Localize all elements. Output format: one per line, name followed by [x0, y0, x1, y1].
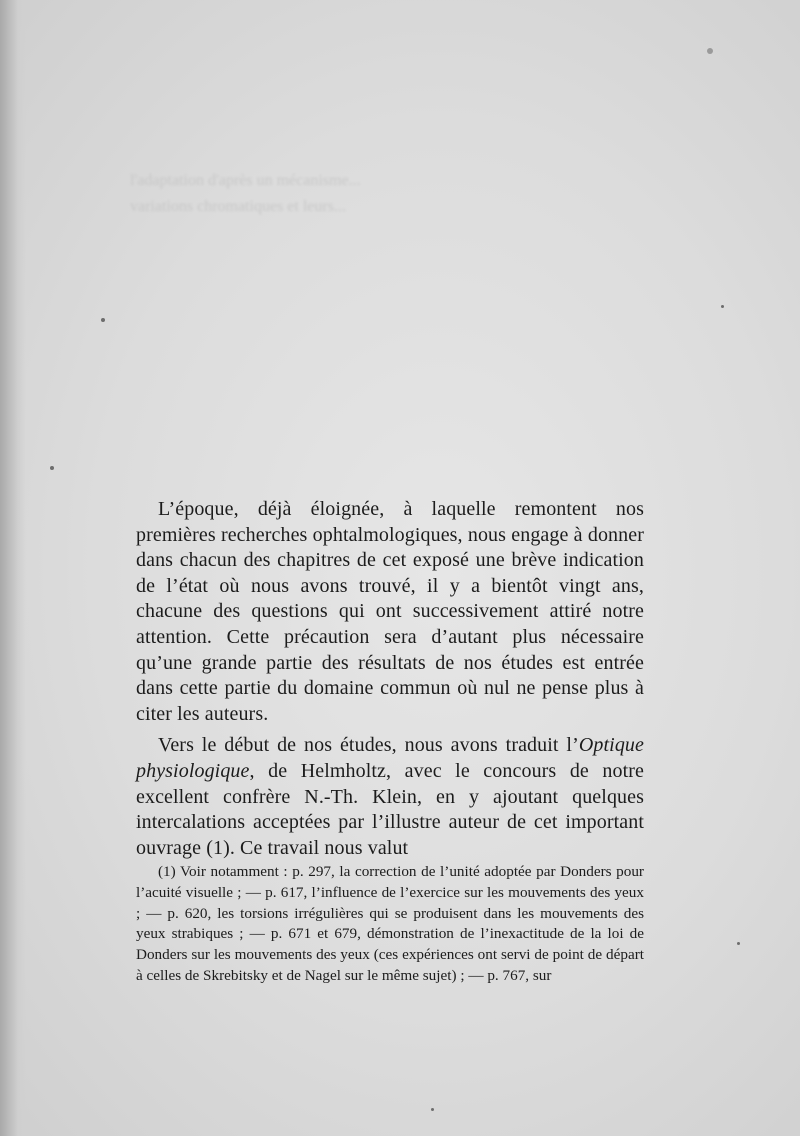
paragraph-2-end: , de Helmholtz, avec le concours de notre excellent confrère N.-Th. Klein, en y ajoutant quelques intercalations acceptées par l’illustre auteur de cet important ouvrage (1). Ce travail nous valut — [136, 759, 644, 859]
ink-speck — [431, 1108, 434, 1111]
ghost-line: variations chromatiques et leurs... — [130, 197, 346, 215]
body-text — [136, 497, 644, 861]
ink-speck — [737, 942, 740, 945]
paragraph-2-start: Vers le début de nos études, nous avons traduit l’ — [158, 734, 579, 757]
book-title: Optique physiologique — [136, 734, 644, 782]
ink-speck — [50, 466, 54, 470]
bleed-through-text — [130, 168, 652, 219]
binding-shadow — [0, 0, 26, 1136]
ink-speck — [101, 318, 105, 322]
ink-speck — [707, 48, 713, 54]
footnote-1: (1) Voir notamment : p. 297, la correction de l’unité adoptée par Donders pour l’acuité visuelle ; — p. 617, l’influence de l’exercice sur les mouvements des yeux ; — p. 620, les torsions irrégulières qui se produisent dans les mouvements des yeux strabiques ; — p. 671 et 679, démonstration de l’inexactitude de la loi de Donders sur les mouvements des yeux (ces expériences ont servi de point de départ à celles de Skrebitsky et de Nagel sur le même sujet) ; — p. 767, sur — [136, 863, 644, 984]
paragraph-1: L’époque, déjà éloignée, à laquelle remontent nos premières recherches ophtalmologiques, nous engage à donner dans chacun des chapitres de cet exposé une brève indication de l’état où nous avons trouvé, il y a bientôt vingt ans, chacune des questions qui ont successivement attiré notre attention. Cette précaution sera d’autant plus nécessaire qu’une grande partie des résultats de nos études est entrée dans cette partie du domaine commun où nul ne pense plus à citer les auteurs. — [136, 498, 644, 725]
ghost-line: l'adaptation d'après un mécanisme... — [130, 172, 361, 189]
paragraph-2 — [136, 733, 644, 861]
footnote — [136, 862, 644, 987]
ink-speck — [721, 305, 724, 308]
